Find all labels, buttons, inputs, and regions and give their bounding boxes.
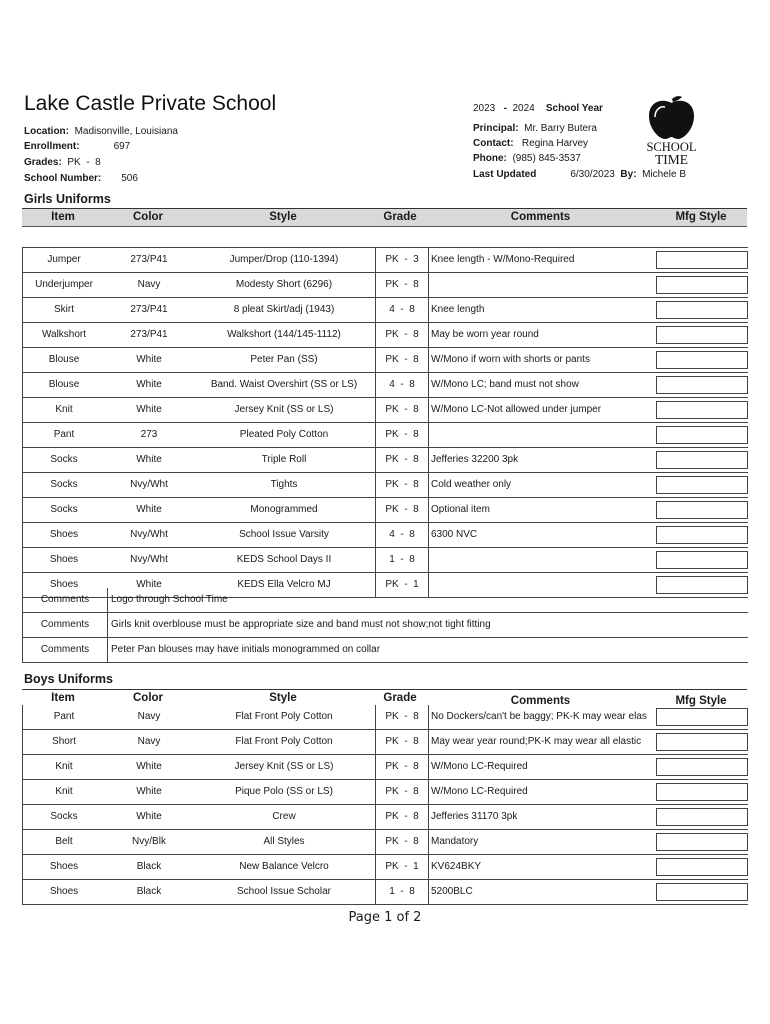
cell-mfg-style xyxy=(656,376,748,394)
cell-item: Pant xyxy=(53,429,75,440)
girls-header-item: Item xyxy=(51,211,75,223)
comment-row xyxy=(23,638,748,663)
cell-style: Band. Waist Overshirt (SS or LS) xyxy=(210,379,358,390)
cell-grade: PK - 8 xyxy=(375,755,429,779)
cell-mfg-style xyxy=(656,808,748,826)
location-label: Location: xyxy=(24,126,69,137)
comment-label: Comments xyxy=(40,619,90,630)
boys-table xyxy=(22,705,748,905)
cell-mfg-style xyxy=(656,733,748,751)
table-row xyxy=(23,373,748,398)
year-end: 2024 xyxy=(512,103,535,114)
girls-header-row xyxy=(22,208,747,227)
table-row xyxy=(23,423,748,448)
cell-grade: PK - 8 xyxy=(375,323,429,347)
cell-grade: PK - 8 xyxy=(375,705,429,729)
table-row xyxy=(23,348,748,373)
contact-line xyxy=(473,138,588,149)
cell-color: White xyxy=(136,761,162,772)
by-value: Michele B xyxy=(642,169,686,180)
cell-style: Jersey Knit (SS or LS) xyxy=(234,404,334,415)
cell-mfg-style xyxy=(656,476,748,494)
cell-grade: PK - 8 xyxy=(375,423,429,447)
cell-item: Knit xyxy=(55,761,73,772)
cell-style: 8 pleat Skirt/adj (1943) xyxy=(233,304,335,315)
cell-mfg-style xyxy=(656,758,748,776)
cell-comment: Optional item xyxy=(431,504,490,515)
boys-section-title: Boys Uniforms xyxy=(24,672,113,686)
cell-style: Jersey Knit (SS or LS) xyxy=(234,761,334,772)
school-number-value: 506 xyxy=(121,173,138,184)
cell-color: White xyxy=(136,579,162,590)
girls-header-comments: Comments xyxy=(510,211,571,223)
principal-value: Mr. Barry Butera xyxy=(524,123,597,134)
cell-style: School Issue Varsity xyxy=(239,529,329,540)
logo-line2: TIME xyxy=(655,152,688,165)
table-row xyxy=(23,730,748,755)
cell-style: All Styles xyxy=(263,836,305,847)
cell-style: Peter Pan (SS) xyxy=(250,354,318,365)
cell-color: 273/P41 xyxy=(130,329,168,340)
table-row xyxy=(23,855,748,880)
cell-style: Pique Polo (SS or LS) xyxy=(235,786,333,797)
school-time-logo xyxy=(643,95,700,165)
cell-grade: PK - 8 xyxy=(375,830,429,854)
cell-comment: May wear year round;PK-K may wear all elastic xyxy=(431,736,642,747)
cell-color: Nvy/Wht xyxy=(130,554,168,565)
cell-item: Shoes xyxy=(49,554,79,565)
cell-item: Shoes xyxy=(49,861,79,872)
cell-color: White xyxy=(136,354,162,365)
cell-style: Flat Front Poly Cotton xyxy=(235,711,333,722)
page-number: Page 1 of 2 xyxy=(348,910,422,925)
cell-mfg-style xyxy=(656,451,748,469)
girls-notes xyxy=(22,588,748,663)
by-label: By: xyxy=(620,169,637,180)
enrollment-line xyxy=(24,141,130,152)
phone-label: Phone: xyxy=(473,153,507,164)
cell-grade: PK - 8 xyxy=(375,473,429,497)
cell-item: Knit xyxy=(55,404,73,415)
cell-grade: PK - 8 xyxy=(375,498,429,522)
table-row xyxy=(23,323,748,348)
school-number-label: School Number: xyxy=(24,173,102,184)
table-row xyxy=(23,473,748,498)
cell-comment: W/Mono LC-Not allowed under jumper xyxy=(431,404,602,415)
cell-comment: Jefferies 31170 3pk xyxy=(431,811,518,822)
principal-label: Principal: xyxy=(473,123,519,134)
cell-mfg-style xyxy=(656,351,748,369)
cell-color: 273/P41 xyxy=(130,304,168,315)
girls-header-style: Style xyxy=(269,211,297,223)
cell-style: Crew xyxy=(272,811,296,822)
cell-item: Belt xyxy=(55,836,73,847)
cell-grade: 4 - 8 xyxy=(375,373,429,397)
cell-color: Nvy/Wht xyxy=(130,479,168,490)
cell-color: Black xyxy=(136,886,162,897)
cell-color: White xyxy=(136,379,162,390)
cell-style: Modesty Short (6296) xyxy=(235,279,333,290)
contact-label: Contact: xyxy=(473,138,514,149)
cell-grade: PK - 8 xyxy=(375,805,429,829)
cell-color: Nvy/Wht xyxy=(130,529,168,540)
location-value: Madisonville, Louisiana xyxy=(74,126,178,137)
cell-grade: PK - 8 xyxy=(375,348,429,372)
cell-mfg-style xyxy=(656,551,748,569)
school-year-line xyxy=(473,103,603,114)
cell-comment: KV624BKY xyxy=(431,861,482,872)
cell-grade: 4 - 8 xyxy=(375,523,429,547)
year-start: 2023 xyxy=(473,103,496,114)
cell-item: Shoes xyxy=(49,886,79,897)
girls-header-mfg: Mfg Style xyxy=(675,211,727,223)
cell-color: Navy xyxy=(137,279,161,290)
cell-comment: No Dockers/can't be baggy; PK-K may wear elas xyxy=(431,711,647,722)
comment-divider xyxy=(107,638,108,662)
comment-label: Comments xyxy=(40,594,90,605)
cell-mfg-style xyxy=(656,526,748,544)
cell-color: White xyxy=(136,786,162,797)
girls-header-color: Color xyxy=(132,211,164,223)
phone-line xyxy=(473,153,581,164)
apple-icon xyxy=(643,95,700,165)
cell-grade: PK - 3 xyxy=(375,248,429,272)
cell-color: Navy xyxy=(137,711,161,722)
cell-mfg-style xyxy=(656,833,748,851)
girls-section-title: Girls Uniforms xyxy=(24,192,111,206)
last-updated-value: 6/30/2023 xyxy=(570,169,615,180)
cell-grade: PK - 8 xyxy=(375,730,429,754)
cell-item: Socks xyxy=(50,454,78,465)
cell-style: Tights xyxy=(270,479,298,490)
cell-mfg-style xyxy=(656,783,748,801)
boys-header-style: Style xyxy=(269,692,297,704)
year-sep: - xyxy=(503,103,507,114)
table-row xyxy=(23,298,748,323)
cell-comment: W/Mono LC-Required xyxy=(431,786,528,797)
cell-item: Blouse xyxy=(48,379,80,390)
cell-item: Shoes xyxy=(49,579,79,590)
cell-comment: 5200BLC xyxy=(431,886,473,897)
cell-color: 273 xyxy=(140,429,158,440)
comment-row xyxy=(23,588,748,613)
table-row xyxy=(23,523,748,548)
grades-value: PK - 8 xyxy=(67,157,101,168)
cell-style: KEDS Ella Velcro MJ xyxy=(237,579,331,590)
cell-grade: PK - 8 xyxy=(375,780,429,804)
phone-value: (985) 845-3537 xyxy=(512,153,581,164)
cell-item: Knit xyxy=(55,786,73,797)
cell-item: Skirt xyxy=(54,304,74,315)
comment-text: Logo through School Time xyxy=(111,594,228,605)
boys-header-item: Item xyxy=(51,692,75,704)
cell-comment: W/Mono LC-Required xyxy=(431,761,528,772)
cell-color: White xyxy=(136,504,162,515)
table-row xyxy=(23,548,748,573)
school-year-label: School Year xyxy=(545,103,603,114)
cell-style: Monogrammed xyxy=(250,504,318,515)
cell-mfg-style xyxy=(656,501,748,519)
cell-style: New Balance Velcro xyxy=(239,861,329,872)
cell-grade: PK - 1 xyxy=(375,855,429,879)
cell-item: Pant xyxy=(53,711,75,722)
cell-color: White xyxy=(136,811,162,822)
boys-header-grade: Grade xyxy=(383,692,417,704)
cell-item: Walkshort xyxy=(41,329,87,340)
cell-grade: 1 - 8 xyxy=(375,880,429,904)
cell-style: Triple Roll xyxy=(261,454,307,465)
enrollment-label: Enrollment: xyxy=(24,141,80,152)
cell-item: Underjumper xyxy=(35,279,93,290)
cell-mfg-style xyxy=(656,708,748,726)
cell-mfg-style xyxy=(656,426,748,444)
girls-header-grade: Grade xyxy=(383,211,417,223)
cell-style: School Issue Scholar xyxy=(237,886,331,897)
cell-color: 273/P41 xyxy=(130,254,168,265)
boys-header-comments: Comments xyxy=(510,695,571,707)
table-row xyxy=(23,398,748,423)
cell-mfg-style xyxy=(656,858,748,876)
logo-line1: SCHOOL xyxy=(646,140,697,154)
cell-grade: 4 - 8 xyxy=(375,298,429,322)
grades-line xyxy=(24,157,101,168)
boys-header-color: Color xyxy=(132,692,164,704)
cell-style: Flat Front Poly Cotton xyxy=(235,736,333,747)
cell-comment: Mandatory xyxy=(431,836,479,847)
cell-comment: 6300 NVC xyxy=(431,529,478,540)
cell-style: Walkshort (144/145-1112) xyxy=(227,329,341,340)
cell-item: Short xyxy=(52,736,76,747)
cell-comment: Knee length - W/Mono-Required xyxy=(431,254,575,265)
boys-header-mfg: Mfg Style xyxy=(675,695,727,707)
cell-color: Nvy/Blk xyxy=(132,836,166,847)
cell-comment: W/Mono LC; band must not show xyxy=(431,379,579,390)
table-row xyxy=(23,880,748,905)
table-row xyxy=(23,830,748,855)
enrollment-value: 697 xyxy=(113,141,131,152)
comment-label: Comments xyxy=(40,644,90,655)
contact-value: Regina Harvey xyxy=(521,138,589,149)
cell-mfg-style xyxy=(656,251,748,269)
cell-grade: PK - 8 xyxy=(375,398,429,422)
cell-comment: Knee length xyxy=(431,304,485,315)
cell-style: Jumper/Drop (110-1394) xyxy=(229,254,339,265)
table-row xyxy=(23,755,748,780)
cell-comment: Jefferies 32200 3pk xyxy=(431,454,519,465)
cell-style: KEDS School Days II xyxy=(236,554,332,565)
cell-mfg-style xyxy=(656,401,748,419)
principal-line xyxy=(473,123,597,134)
cell-item: Socks xyxy=(50,504,78,515)
cell-grade: PK - 1 xyxy=(375,573,429,597)
cell-grade: PK - 8 xyxy=(375,448,429,472)
cell-item: Shoes xyxy=(49,529,79,540)
cell-color: Black xyxy=(136,861,162,872)
table-row xyxy=(23,780,748,805)
last-updated-label: Last Updated xyxy=(473,169,537,180)
cell-mfg-style xyxy=(656,301,748,319)
cell-color: White xyxy=(136,454,162,465)
cell-grade: 1 - 8 xyxy=(375,548,429,572)
table-row xyxy=(23,498,748,523)
grades-label: Grades: xyxy=(24,157,62,168)
comment-divider xyxy=(107,588,108,612)
school-number-line xyxy=(24,173,138,184)
table-row xyxy=(23,705,748,730)
cell-item: Socks xyxy=(50,811,78,822)
cell-comment: W/Mono if worn with shorts or pants xyxy=(431,354,590,365)
location-line xyxy=(24,126,178,137)
comment-text: Peter Pan blouses may have initials monogrammed on collar xyxy=(111,644,381,655)
table-row xyxy=(23,448,748,473)
table-row xyxy=(23,273,748,298)
comment-text: Girls knit overblouse must be appropriate size and band must not show;not tight fitting xyxy=(111,619,491,630)
cell-style: Pleated Poly Cotton xyxy=(239,429,329,440)
cell-comment: Cold weather only xyxy=(431,479,512,490)
cell-item: Blouse xyxy=(48,354,80,365)
cell-mfg-style xyxy=(656,326,748,344)
table-row xyxy=(23,805,748,830)
girls-table xyxy=(22,247,748,598)
table-row xyxy=(23,248,748,273)
comment-divider xyxy=(107,613,108,637)
cell-mfg-style xyxy=(656,276,748,294)
cell-mfg-style xyxy=(656,883,748,901)
cell-color: White xyxy=(136,404,162,415)
cell-item: Jumper xyxy=(47,254,81,265)
cell-item: Socks xyxy=(50,479,78,490)
school-name: Lake Castle Private School xyxy=(24,92,277,115)
cell-comment: May be worn year round xyxy=(431,329,539,340)
comment-row xyxy=(23,613,748,638)
cell-grade: PK - 8 xyxy=(375,273,429,297)
cell-color: Navy xyxy=(137,736,161,747)
last-updated-line xyxy=(473,169,686,180)
